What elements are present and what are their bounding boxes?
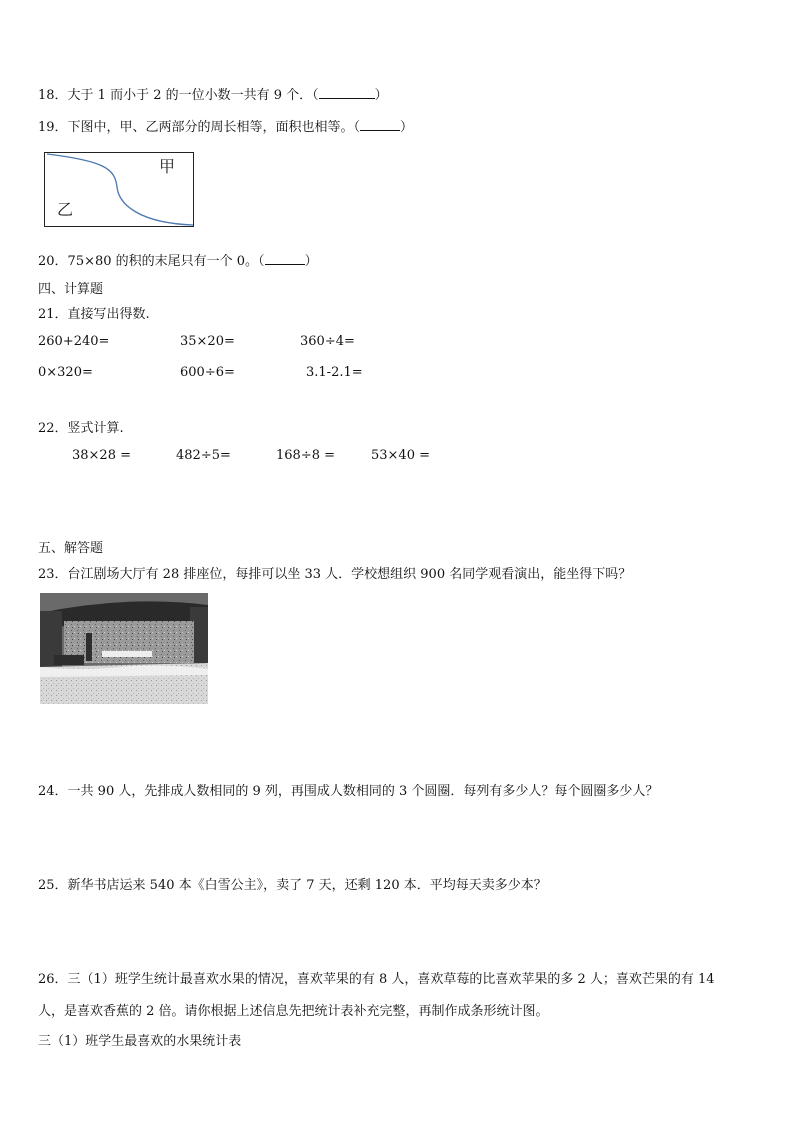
- answer-blank[interactable]: [265, 252, 305, 265]
- vertical-calc-item: 482÷5=: [176, 448, 231, 463]
- answer-blank[interactable]: [319, 86, 375, 99]
- table-title: 三（1）班学生最喜欢的水果统计表: [38, 1034, 242, 1049]
- paren-close: ）: [304, 254, 318, 269]
- section-4-heading: 四、计算题: [38, 282, 104, 297]
- question-26-line-1: 26．三（1）班学生统计最喜欢水果的情况，喜欢苹果的有 8 人，喜欢草莓的比喜欢苹果的多 2 人；喜欢芒果的有 14: [38, 972, 715, 987]
- perimeter-area-figure: [44, 152, 194, 227]
- question-19: [38, 116, 413, 135]
- label-jia: 甲: [159, 157, 176, 176]
- calc-item: 260+240=: [38, 334, 110, 349]
- answer-blank[interactable]: [360, 118, 400, 131]
- vertical-calc-item: 38×28 =: [72, 448, 132, 463]
- question-20-text: 20．75×80 的积的末尾只有一个 0。（: [38, 254, 265, 269]
- calc-item: 3.1-2.1=: [306, 365, 363, 380]
- vertical-calc-item: 168÷8 =: [276, 448, 336, 463]
- calc-item: 35×20=: [180, 334, 235, 349]
- section-5-heading: 五、解答题: [38, 541, 104, 556]
- question-20: [38, 250, 318, 269]
- theater-photo: [40, 593, 208, 704]
- question-21-title: 21．直接写出得数.: [38, 307, 150, 322]
- vertical-calc-item: 53×40 =: [371, 448, 431, 463]
- paren-close: ）: [374, 88, 388, 103]
- question-18: [38, 84, 388, 103]
- question-19-text: 19．下图中，甲、乙两部分的周长相等，面积也相等。（: [38, 120, 361, 135]
- question-25: 25．新华书店运来 540 本《白雪公主》，卖了 7 天，还剩 120 本．平均每天卖多少本？: [38, 878, 547, 893]
- calc-item: 360÷4=: [300, 334, 355, 349]
- question-18-text: 18．大于 1 而小于 2 的一位小数一共有 9 个．（: [38, 88, 319, 103]
- question-22-title: 22．竖式计算.: [38, 421, 124, 436]
- question-23: 23．台江剧场大厅有 28 排座位，每排可以坐 33 人．学校想组织 900 名同学观看演出，能坐得下吗？: [38, 567, 632, 582]
- question-24: 24．一共 90 人，先排成人数相同的 9 列，再围成人数相同的 3 个圆圈．每列有多少人？每个圆圈多少人？: [38, 784, 659, 799]
- label-yi: 乙: [57, 200, 74, 219]
- paren-close: ）: [400, 120, 414, 135]
- question-26-line-2: 人，是喜欢香蕉的 2 倍。请你根据上述信息先把统计表补充完整，再制作成条形统计图。: [38, 1004, 549, 1019]
- calc-item: 600÷6=: [180, 365, 235, 380]
- calc-item: 0×320=: [38, 365, 93, 380]
